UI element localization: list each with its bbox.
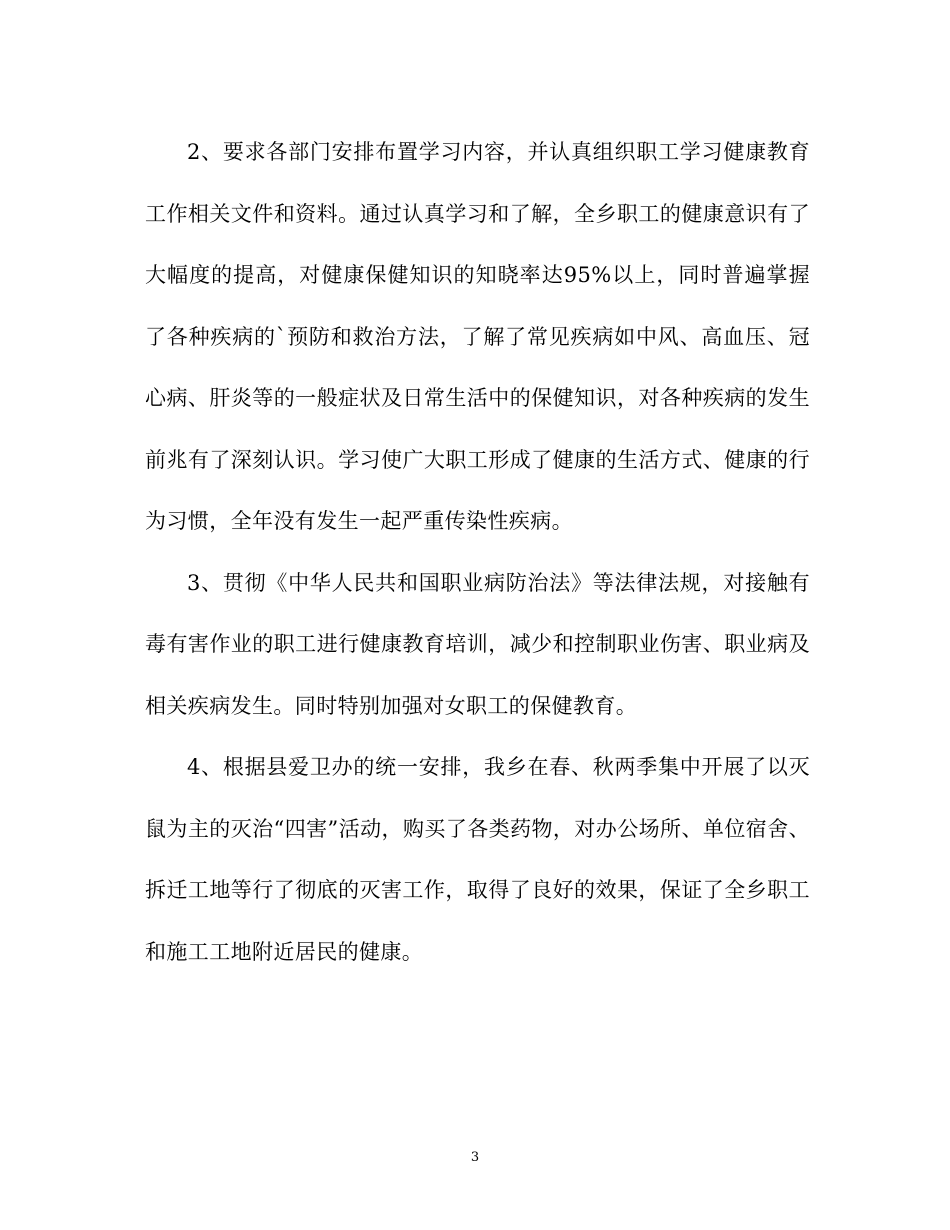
paragraph-item-2: 2、要求各部门安排布置学习内容，并认真组织职工学习健康教育工作相关文件和资料。通过认真学习和了解，全乡职工的健康意识有了大幅度的提高，对健康保健知识的知晓率达95%以上，同时普遍掌握了各种疾病的`预防和救治方法，了解了常见疾病如中风、高血压、冠心病、肝炎等的一般症状及日常生活中的保健知识，对各种疾病的发生前兆有了深刻认识。学习使广大职工形成了健康的生活方式、健康的行为习惯，全年没有发生一起严重传染性疾病。 xyxy=(145,140,810,533)
paragraph-item-4: 4、根据县爱卫办的统一安排，我乡在春、秋两季集中开展了以灭鼠为主的灭治“四害”活动，购买了各类药物，对办公场所、单位宿舍、拆迁工地等行了彻底的灭害工作，取得了良好的效果，保证了全乡职工和施工工地附近居民的健康。 xyxy=(145,755,810,964)
document-body xyxy=(145,122,810,983)
page-number: 3 xyxy=(470,1150,480,1165)
paragraph-item-3: 3、贯彻《中华人民共和国职业病防治法》等法律法规，对接触有毒有害作业的职工进行健康教育培训，减少和控制职业伤害、职业病及相关疾病发生。同时特别加强对女职工的保健教育。 xyxy=(145,570,810,718)
